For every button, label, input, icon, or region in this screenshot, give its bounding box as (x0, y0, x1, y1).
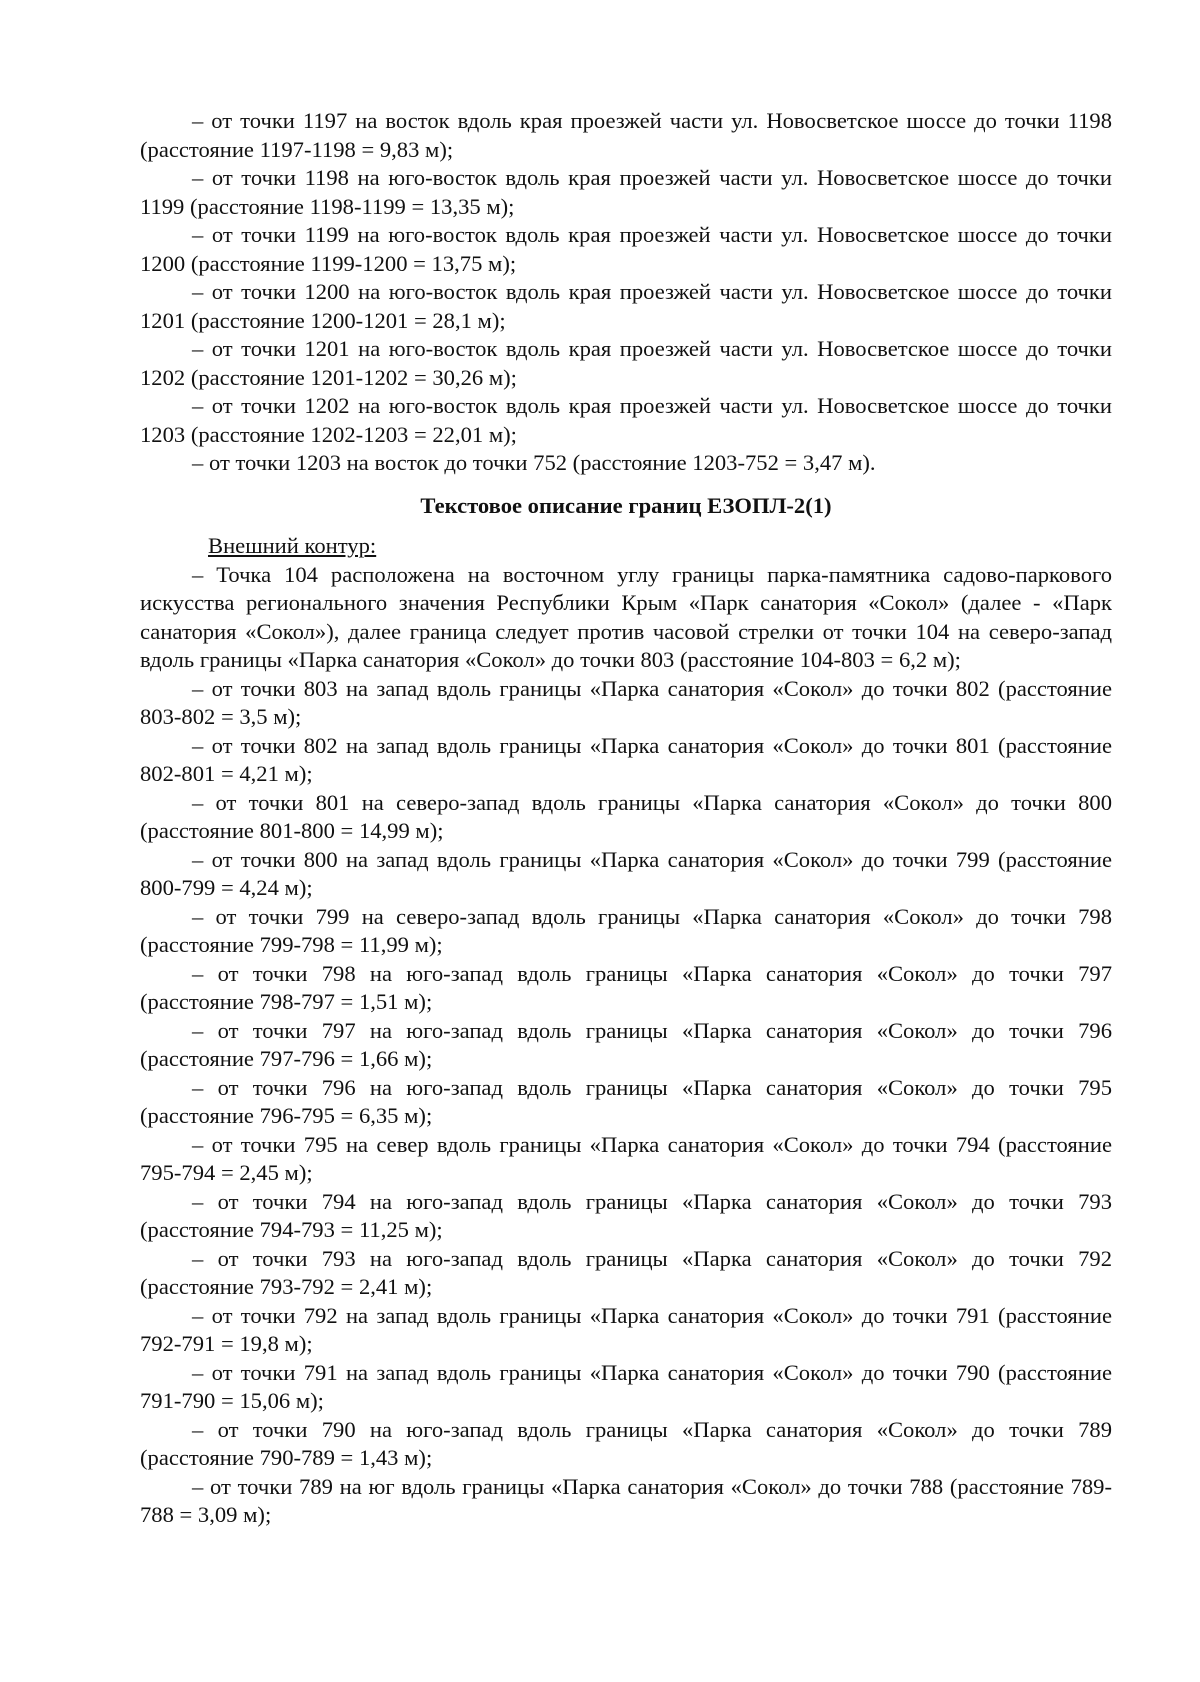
paragraph-797-796: – от точки 797 на юго-запад вдоль границы «Парка санатория «Сокол» до точки 796 (расстояние 797-796 = 1,66 м); (140, 1017, 1112, 1071)
paragraph-799-798: – от точки 799 на северо-запад вдоль границы «Парка санатория «Сокол» до точки 798 (расстояние 799-798 = 11,99 м); (140, 903, 1112, 957)
paragraph-1203-752: – от точки 1203 на восток до точки 752 (расстояние 1203-752 = 3,47 м). (192, 450, 876, 475)
paragraph-790-789: – от точки 790 на юго-запад вдоль границы «Парка санатория «Сокол» до точки 789 (расстояние 790-789 = 1,43 м); (140, 1416, 1112, 1470)
paragraph-796-795: – от точки 796 на юго-запад вдоль границы «Парка санатория «Сокол» до точки 795 (расстояние 796-795 = 6,35 м); (140, 1074, 1112, 1128)
paragraph-791-790: – от точки 791 на запад вдоль границы «Парка санатория «Сокол» до точки 790 (расстояние 791-790 = 15,06 м); (140, 1359, 1112, 1413)
paragraph-1198-1199: – от точки 1198 на юго-восток вдоль края проезжей части ул. Новосветское шоссе до точки 1199 (расстояние 1198-1199 = 13,35 м); (140, 165, 1112, 219)
paragraph-1200-1201: – от точки 1200 на юго-восток вдоль края проезжей части ул. Новосветское шоссе до точки 1201 (расстояние 1200-1201 = 28,1 м); (140, 279, 1112, 333)
paragraph-1199-1200: – от точки 1199 на юго-восток вдоль края проезжей части ул. Новосветское шоссе до точки 1200 (расстояние 1199-1200 = 13,75 м); (140, 222, 1112, 276)
paragraph-104-803: – Точка 104 расположена на восточном углу границы парка-памятника садово-паркового искусства регионального значения Республики Крым «Парк санатория «Сокол» (далее - «Парк санатория «Сокол»), далее граница следует против часовой стрелки от точки 104 на северо-запад вдоль границы «Парка санатория «Сокол» до точки 803 (расстояние 104-803 = 6,2 м); (140, 561, 1112, 672)
paragraph-794-793: – от точки 794 на юго-запад вдоль границы «Парка санатория «Сокол» до точки 793 (расстояние 794-793 = 11,25 м); (140, 1188, 1112, 1242)
section-subtitle: Внешний контур: (208, 533, 377, 558)
paragraph-789-788: – от точки 789 на юг вдоль границы «Парка санатория «Сокол» до точки 788 (расстояние 789-788 = 3,09 м); (140, 1473, 1112, 1527)
paragraph-800-799: – от точки 800 на запад вдоль границы «Парка санатория «Сокол» до точки 799 (расстояние 800-799 = 4,24 м); (140, 846, 1112, 900)
paragraph-792-791: – от точки 792 на запад вдоль границы «Парка санатория «Сокол» до точки 791 (расстояние 792-791 = 19,8 м); (140, 1302, 1112, 1356)
paragraph-803-802: – от точки 803 на запад вдоль границы «Парка санатория «Сокол» до точки 802 (расстояние 803-802 = 3,5 м); (140, 675, 1112, 729)
paragraph-793-792: – от точки 793 на юго-запад вдоль границы «Парка санатория «Сокол» до точки 792 (расстояние 793-792 = 2,41 м); (140, 1245, 1112, 1299)
section-title: Текстовое описание границ ЕЗОПЛ-2(1) (420, 492, 832, 518)
paragraph-798-797: – от точки 798 на юго-запад вдоль границы «Парка санатория «Сокол» до точки 797 (расстояние 798-797 = 1,51 м); (140, 960, 1112, 1014)
paragraph-1201-1202: – от точки 1201 на юго-восток вдоль края проезжей части ул. Новосветское шоссе до точки 1202 (расстояние 1201-1202 = 30,26 м); (140, 336, 1112, 390)
document-page (140, 107, 1112, 1530)
paragraph-801-800: – от точки 801 на северо-запад вдоль границы «Парка санатория «Сокол» до точки 800 (расстояние 801-800 = 14,99 м); (140, 789, 1112, 843)
paragraph-795-794: – от точки 795 на север вдоль границы «Парка санатория «Сокол» до точки 794 (расстояние 795-794 = 2,45 м); (140, 1131, 1112, 1185)
paragraph-1202-1203: – от точки 1202 на юго-восток вдоль края проезжей части ул. Новосветское шоссе до точки 1203 (расстояние 1202-1203 = 22,01 м); (140, 393, 1112, 447)
paragraph-802-801: – от точки 802 на запад вдоль границы «Парка санатория «Сокол» до точки 801 (расстояние 802-801 = 4,21 м); (140, 732, 1112, 786)
paragraph-1197-1198: – от точки 1197 на восток вдоль края проезжей части ул. Новосветское шоссе до точки 1198 (расстояние 1197-1198 = 9,83 м); (140, 108, 1112, 162)
